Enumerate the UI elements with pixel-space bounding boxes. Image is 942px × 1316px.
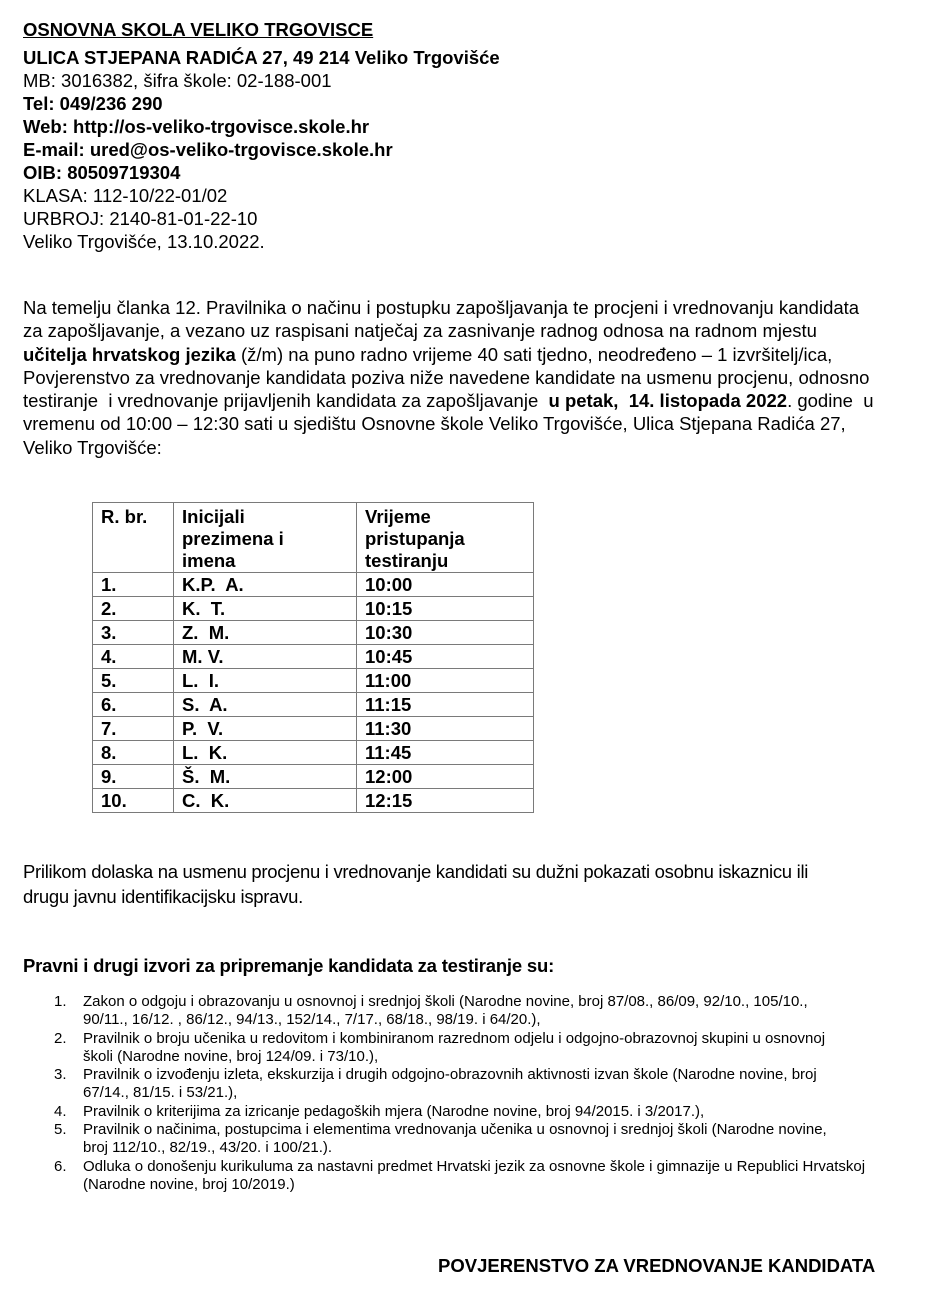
header-text: testiranju	[365, 550, 449, 571]
cell-number: 10.	[93, 789, 174, 813]
urbroj: URBROJ: 2140-81-01-22-10	[23, 208, 258, 229]
cell-initials: S. A.	[174, 693, 357, 717]
intro-line	[23, 343, 923, 366]
cell-initials: Z. M.	[174, 621, 357, 645]
header-text: Vrijeme	[365, 506, 431, 527]
source-text: 90/11., 16/12. , 86/12., 94/13., 152/14., 7/17., 68/18., 98/19. i 64/20.),	[83, 1011, 541, 1029]
notice-line: Prilikom dolaska na usmenu procjenu i vrednovanje kandidati su dužni pokazati osobnu iskaznicu ili	[23, 861, 809, 882]
place-date: Veliko Trgovišće, 13.10.2022.	[23, 231, 265, 252]
source-number: 3.	[54, 1066, 67, 1084]
source-item	[50, 1030, 865, 1067]
cell-number: 4.	[93, 645, 174, 669]
cell-time: 10:30	[357, 621, 534, 645]
source-number: 1.	[54, 993, 67, 1010]
source-item	[50, 993, 865, 1030]
cell-number: 7.	[93, 717, 174, 741]
school-oib: OIB: 80509719304	[23, 162, 181, 183]
cell-time: 12:15	[357, 789, 534, 813]
school-registration: MB: 3016382, šifra škole: 02-188-001	[23, 70, 332, 91]
intro-paragraph	[23, 296, 923, 459]
cell-time: 11:45	[357, 741, 534, 765]
table-row	[93, 741, 534, 765]
table-row	[93, 645, 534, 669]
table-row	[93, 765, 534, 789]
cell-time: 10:00	[357, 573, 534, 597]
cell-time: 12:00	[357, 765, 534, 789]
header-time	[357, 503, 534, 573]
intro-line: Povjerenstvo za vrednovanje kandidata poziva niže navedene kandidate na usmenu procjenu, odnosno	[23, 366, 870, 388]
cell-initials: K. T.	[174, 597, 357, 621]
intro-line: Veliko Trgovišće:	[23, 436, 162, 458]
cell-time: 10:45	[357, 645, 534, 669]
cell-initials: C. K.	[174, 789, 357, 813]
sources-list	[50, 993, 865, 1194]
source-item	[50, 1066, 865, 1103]
table-row	[93, 789, 534, 813]
source-number: 6.	[54, 1157, 67, 1175]
header-text: R. br.	[101, 506, 148, 527]
table-row	[93, 669, 534, 693]
cell-number: 2.	[93, 597, 174, 621]
header-initials	[174, 503, 357, 573]
cell-number: 6.	[93, 693, 174, 717]
intro-line-text: (ž/m) na puno radno vrijeme 40 sati tjedno, neodređeno – 1 izvršitelj/ica,	[235, 343, 833, 365]
header-text: Inicijali	[182, 506, 245, 527]
cell-time: 11:15	[357, 693, 534, 717]
school-email: E-mail: ured@os-veliko-trgovisce.skole.hr	[23, 139, 393, 160]
source-text: Zakon o odgoju i obrazovanju u osnovnoj i srednjoj školi (Narodne novine, broj 87/08., 86/09, 92/10., 105/10.,	[83, 993, 808, 1010]
source-number: 4.	[54, 1102, 67, 1120]
school-name: OSNOVNA SKOLA VELIKO TRGOVISCE	[23, 19, 374, 40]
intro-line: za zapošljavanje, a vezano uz raspisani natječaj za zasnivanje radnog odnosa na radnom mjestu	[23, 320, 817, 342]
intro-line	[23, 389, 923, 412]
job-title: učitelja hrvatskog jezika	[23, 343, 236, 365]
source-text: školi (Narodne novine, broj 124/09. i 73/10.),	[83, 1047, 379, 1065]
cell-initials: L. K.	[174, 741, 357, 765]
intro-line-text: testiranje i vrednovanje prijavljenih kandidata za zapošljavanje	[23, 390, 549, 412]
source-item	[50, 1121, 865, 1158]
source-text: broj 112/10., 82/19., 43/20. i 100/21.).	[83, 1139, 333, 1157]
table-row	[93, 597, 534, 621]
cell-initials: K.P. A.	[174, 573, 357, 597]
intro-line: Na temelju članka 12. Pravilnika o načinu i postupku zapošljavanja te procjeni i vrednovanju kandidata	[23, 297, 860, 318]
school-address: ULICA STJEPANA RADIĆA 27, 49 214 Veliko Trgovišće	[23, 47, 500, 68]
notice-line: drugu javnu identifikacijsku ispravu.	[23, 886, 303, 907]
test-date: u petak, 14. listopada 2022	[548, 390, 788, 412]
table-row	[93, 573, 534, 597]
source-text: (Narodne novine, broj 10/2019.)	[83, 1175, 295, 1193]
cell-time: 11:30	[357, 717, 534, 741]
cell-time: 11:00	[357, 669, 534, 693]
cell-number: 3.	[93, 621, 174, 645]
cell-number: 1.	[93, 573, 174, 597]
sources-heading: Pravni i drugi izvori za pripremanje kandidata za testiranje su:	[23, 955, 555, 976]
klasa: KLASA: 112-10/22-01/02	[23, 185, 228, 206]
school-phone: Tel: 049/236 290	[23, 93, 163, 114]
cell-number: 5.	[93, 669, 174, 693]
header-text: prezimena i	[182, 528, 284, 549]
source-text: Pravilnik o broju učenika u redovitom i kombiniranom razrednom odjelu i odgojno-obrazovnoj skupini u osnovnoj	[83, 1029, 826, 1047]
header-number	[93, 503, 174, 573]
school-website: Web: http://os-veliko-trgovisce.skole.hr	[23, 116, 370, 137]
committee-signature: POVJERENSTVO ZA VREDNOVANJE KANDIDATA	[438, 1255, 876, 1276]
table-row	[93, 621, 534, 645]
table-row	[93, 717, 534, 741]
header-text: pristupanja	[365, 528, 465, 549]
source-number: 5.	[54, 1121, 67, 1139]
id-notice	[23, 859, 915, 909]
source-text: 67/14., 81/15. i 53/21.),	[83, 1084, 238, 1102]
header-text: imena	[182, 550, 236, 571]
table-header-row	[93, 503, 534, 573]
cell-number: 9.	[93, 765, 174, 789]
cell-time: 10:15	[357, 597, 534, 621]
source-text: Odluka o donošenju kurikuluma za nastavni predmet Hrvatski jezik za osnovne škole i gimnazije u Republici Hrvatskoj	[83, 1157, 866, 1175]
cell-initials: Š. M.	[174, 765, 357, 789]
cell-number: 8.	[93, 741, 174, 765]
source-item	[50, 1103, 865, 1121]
source-number: 2.	[54, 1029, 67, 1047]
table-row	[93, 693, 534, 717]
cell-initials: P. V.	[174, 717, 357, 741]
intro-line: vremenu od 10:00 – 12:30 sati u sjedištu Osnovne škole Veliko Trgovišće, Ulica Stjepana Radića 27,	[23, 413, 846, 435]
source-text: Pravilnik o kriterijima za izricanje pedagoških mjera (Narodne novine, broj 94/2015. i 3/2017.),	[83, 1102, 705, 1120]
source-text: Pravilnik o izvođenju izleta, ekskurzija i drugih odgojno-obrazovnih aktivnosti izvan škole (Narodne novine, broj	[83, 1066, 817, 1084]
cell-initials: L. I.	[174, 669, 357, 693]
cell-initials: M. V.	[174, 645, 357, 669]
intro-line-text: . godine u	[787, 390, 874, 412]
source-text: Pravilnik o načinima, postupcima i elementima vrednovanja učenika u osnovnoj i srednjoj školi (Narodne novine,	[83, 1121, 827, 1139]
candidate-schedule-table	[92, 502, 534, 813]
source-item	[50, 1158, 865, 1195]
